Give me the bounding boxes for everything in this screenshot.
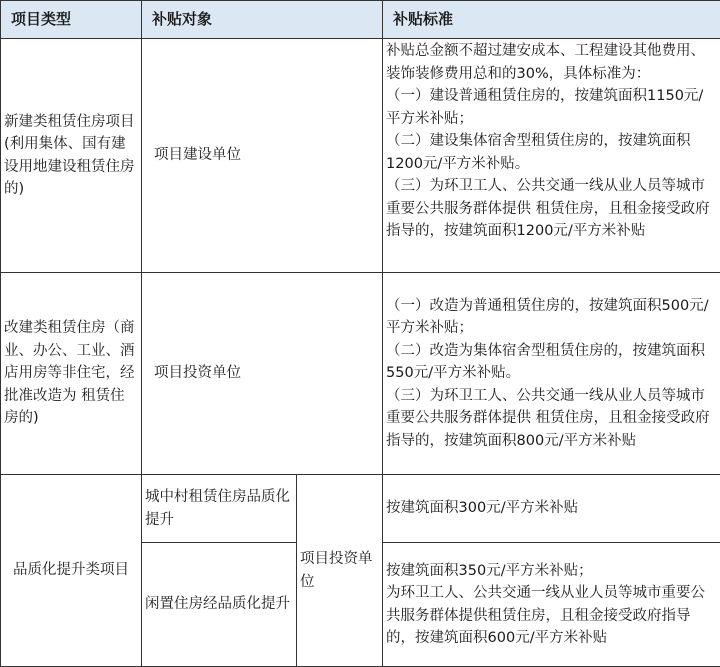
subsidy-standard-cell [383, 39, 720, 273]
table-row [1, 39, 720, 273]
standard-line: （二）建设集体宿舍型租赁住房的，按建筑面积1200元/平方米补贴。 [386, 130, 717, 175]
standard-line: 按建筑面积350元/平方米补贴； [386, 560, 717, 583]
subsidy-target-cell: 项目建设单位 [142, 39, 383, 273]
table-row [1, 475, 720, 543]
sub-item-cell: 闲置住房经品质化提升 [142, 543, 297, 667]
subsidy-standard-cell [383, 543, 720, 667]
header-subsidy-standard: 补贴标准 [383, 1, 720, 39]
subsidy-standard-cell [383, 273, 720, 475]
header-subsidy-target: 补贴对象 [142, 1, 383, 39]
standard-line: 为环卫工人、公共交通一线从业人员等城市重要公共服务群体提供租赁住房，且租金接受政府指导的，按建筑面积600元/平方米补贴 [386, 582, 717, 650]
standard-line: （二）改造为集体宿舍型租赁住房的，按建筑面积550元/平方米补贴。 [386, 340, 717, 385]
header-row [1, 1, 720, 39]
subsidy-target-cell: 项目投资单位 [297, 475, 383, 667]
table-row [1, 273, 720, 475]
subsidy-target-cell: 项目投资单位 [142, 273, 383, 475]
standard-line: （一）改造为普通租赁住房的，按建筑面积500元/平方米补贴； [386, 295, 717, 340]
standard-line: （三）为环卫工人、公共交通一线从业人员等城市重要公共服务群体提供 租赁住房，且租金接受政府指导的，按建筑面积800元/平方米补贴 [386, 385, 717, 453]
standard-line: 按建筑面积300元/平方米补贴 [386, 497, 717, 520]
project-type-cell: 新建类租赁住房项目(利用集体、国有建设用地建设租赁住房的) [1, 39, 142, 273]
subsidy-standard-cell [383, 475, 720, 543]
standard-line: （三）为环卫工人、公共交通一线从业人员等城市重要公共服务群体提供 租赁住房，且租金接受政府指导的，按建筑面积1200元/平方米补贴 [386, 175, 717, 243]
header-project-type: 项目类型 [1, 1, 142, 39]
project-type-cell: 改建类租赁住房（商业、办公、工业、酒店用房等非住宅，经批准改造为 租赁住房的) [1, 273, 142, 475]
standard-line: （一）建设普通租赁住房的，按建筑面积1150元/平方米补贴； [386, 85, 717, 130]
standard-line: 补贴总金额不超过建安成本、工程建设其他费用、装饰装修费用总和的30%，具体标准为： [386, 40, 717, 85]
sub-item-cell: 城中村租赁住房品质化提升 [142, 475, 297, 543]
project-type-cell: 品质化提升类项目 [1, 475, 142, 667]
